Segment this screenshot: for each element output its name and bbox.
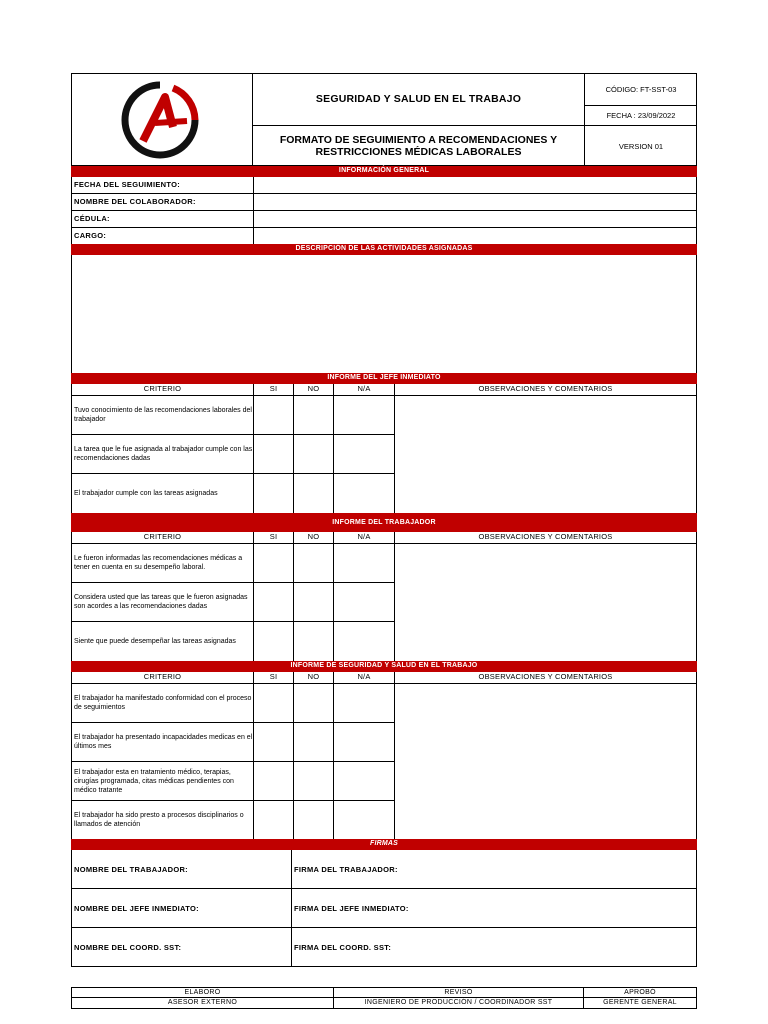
table-row [72,474,395,513]
elaboro-label: ELABORÓ [72,988,334,998]
boss-report-header: INFORME DEL JEFE INMEDIATO [71,373,697,384]
criterion-text: Considera usted que las tareas que le fueron asignadas son acordes a las recomendaciones dadas [72,583,254,621]
criterion-text: El trabajador ha presentado incapacidades medicas en el últimos mes [72,723,254,761]
answer-no[interactable] [294,544,334,582]
criterion-text: El trabajador cumple con las tareas asignadas [72,474,254,513]
answer-no[interactable] [294,583,334,621]
criterion-text: El trabajador ha sido presto a procesos disciplinarios o llamados de atención [72,801,254,839]
sst-criteria-table [71,684,697,839]
criterion-text: La tarea que le fue asignada al trabajador cumple con las recomendaciones dadas [72,435,254,473]
answer-si[interactable] [254,723,294,761]
field-value-name[interactable] [254,194,696,210]
answer-si[interactable] [254,801,294,839]
answer-si[interactable] [254,762,294,800]
reviso-value: INGENIERO DE PRODUCCIÓN / COORDINADOR SST [334,998,584,1008]
answer-na[interactable] [334,622,395,661]
reviso-label: REVISÓ [334,988,584,998]
answer-no[interactable] [294,435,334,473]
answer-na[interactable] [334,435,395,473]
field-row-name [72,194,696,211]
document-version: VERSION 01 [618,141,664,151]
field-value-position[interactable] [254,228,696,244]
signature-row-sst [72,928,696,966]
criterion-text: Tuvo conocimiento de las recomendaciones laborales del trabajador [72,396,254,434]
answer-si[interactable] [254,396,294,434]
approval-footer [71,987,697,1009]
page-subtitle: FORMATO DE SEGUIMIENTO A RECOMENDACIONES Y RESTRICCIONES MÉDICAS LABORALES [253,126,585,166]
answer-no[interactable] [294,723,334,761]
answer-na[interactable] [334,474,395,513]
signature-row-boss [72,889,696,928]
criterion-text: El trabajador ha manifestado conformidad con el proceso de seguimientos [72,684,254,722]
answer-na[interactable] [334,684,395,722]
table-row [72,583,395,622]
general-info-header: INFORMACIÓN GENERAL [71,166,697,177]
table-row [72,684,395,723]
company-logo-icon [115,75,205,165]
sst-signature-field[interactable]: FIRMA DEL COORD. SST: [294,942,392,952]
field-label: FECHA DEL SEGUIMIENTO: [72,177,254,193]
worker-signature-field[interactable]: FIRMA DEL TRABAJADOR: [294,864,398,874]
observations-field[interactable] [395,544,696,661]
col-si: SI [254,384,294,395]
answer-no[interactable] [294,684,334,722]
document-code: CÓDIGO: FT-SST-03 [585,73,697,106]
field-row-id [72,211,696,228]
activities-area[interactable] [71,255,697,373]
col-na: N/A [334,532,395,543]
aprobo-label: APROBÓ [584,988,696,998]
col-criterio: CRITERIO [72,532,254,543]
worker-column-headers [71,532,697,544]
field-value-id[interactable] [254,211,696,227]
signatures-table [71,850,697,967]
boss-name-field[interactable]: NOMBRE DEL JEFE INMEDIATO: [72,889,292,927]
col-no: NO [294,672,334,683]
logo-cell [71,73,253,166]
answer-si[interactable] [254,474,294,513]
sst-name-field[interactable]: NOMBRE DEL COORD. SST: [72,928,292,966]
answer-na[interactable] [334,801,395,839]
answer-na[interactable] [334,396,395,434]
table-row [72,396,395,435]
worker-name-field[interactable]: NOMBRE DEL TRABAJADOR: [72,850,292,888]
answer-no[interactable] [294,622,334,661]
field-label: NOMBRE DEL COLABORADOR: [72,194,254,210]
criterion-text: Le fueron informadas las recomendaciones médicas a tener en cuenta en su desempeño laboral. [72,544,254,582]
aprobo-value: GERENTE GENERAL [603,999,677,1006]
answer-na[interactable] [334,762,395,800]
answer-no[interactable] [294,396,334,434]
answer-si[interactable] [254,435,294,473]
col-no: NO [294,532,334,543]
table-row [72,435,395,474]
signatures-header: FIRMAS [71,839,697,850]
answer-si[interactable] [254,544,294,582]
general-info-table [71,177,697,244]
col-no: NO [294,384,334,395]
boss-signature-field[interactable]: FIRMA DEL JEFE INMEDIATO: [294,903,409,913]
answer-no[interactable] [294,762,334,800]
answer-si[interactable] [254,622,294,661]
worker-criteria-table [71,544,697,661]
observations-field[interactable] [395,684,696,839]
table-row [72,622,395,661]
table-row [72,544,395,583]
criterion-text: El trabajador esta en tratamiento médico, terapias, cirugías programada, citas médicas pendientes con médico tratante [72,762,254,800]
col-observaciones: OBSERVACIONES Y COMENTARIOS [478,532,613,541]
answer-na[interactable] [334,583,395,621]
col-si: SI [254,672,294,683]
answer-no[interactable] [294,801,334,839]
field-label: CÉDULA: [72,211,254,227]
table-row [72,801,395,839]
boss-column-headers [71,384,697,396]
table-row [72,762,395,801]
col-observaciones: OBSERVACIONES Y COMENTARIOS [478,672,613,681]
elaboro-value: ASESOR EXTERNO [72,998,334,1008]
col-na: N/A [334,672,395,683]
answer-si[interactable] [254,684,294,722]
field-row-position [72,228,696,244]
col-si: SI [254,532,294,543]
boss-criteria-table [71,396,697,513]
sst-column-headers [71,672,697,684]
answer-na[interactable] [334,544,395,582]
answer-no[interactable] [294,474,334,513]
col-na: N/A [334,384,395,395]
signature-row-worker [72,850,696,889]
page-title: SEGURIDAD Y SALUD EN EL TRABAJO [253,73,585,126]
col-observaciones: OBSERVACIONES Y COMENTARIOS [478,384,613,393]
answer-na[interactable] [334,723,395,761]
field-value-date[interactable] [254,177,696,193]
document-date: FECHA : 23/09/2022 [585,106,697,126]
table-row [72,723,395,762]
worker-report-header: INFORME DEL TRABAJADOR [71,513,697,532]
answer-si[interactable] [254,583,294,621]
observations-field[interactable] [395,396,696,513]
col-criterio: CRITERIO [72,384,254,395]
col-criterio: CRITERIO [72,672,254,683]
activities-header: DESCRIPCIÓN DE LAS ACTIVIDADES ASIGNADAS [71,244,697,255]
criterion-text: Siente que puede desempeñar las tareas asignadas [72,622,254,661]
sst-report-header: INFORME DE SEGURIDAD Y SALUD EN EL TRABAJO [71,661,697,672]
field-label: CARGO: [72,228,254,244]
field-row-date [72,177,696,194]
